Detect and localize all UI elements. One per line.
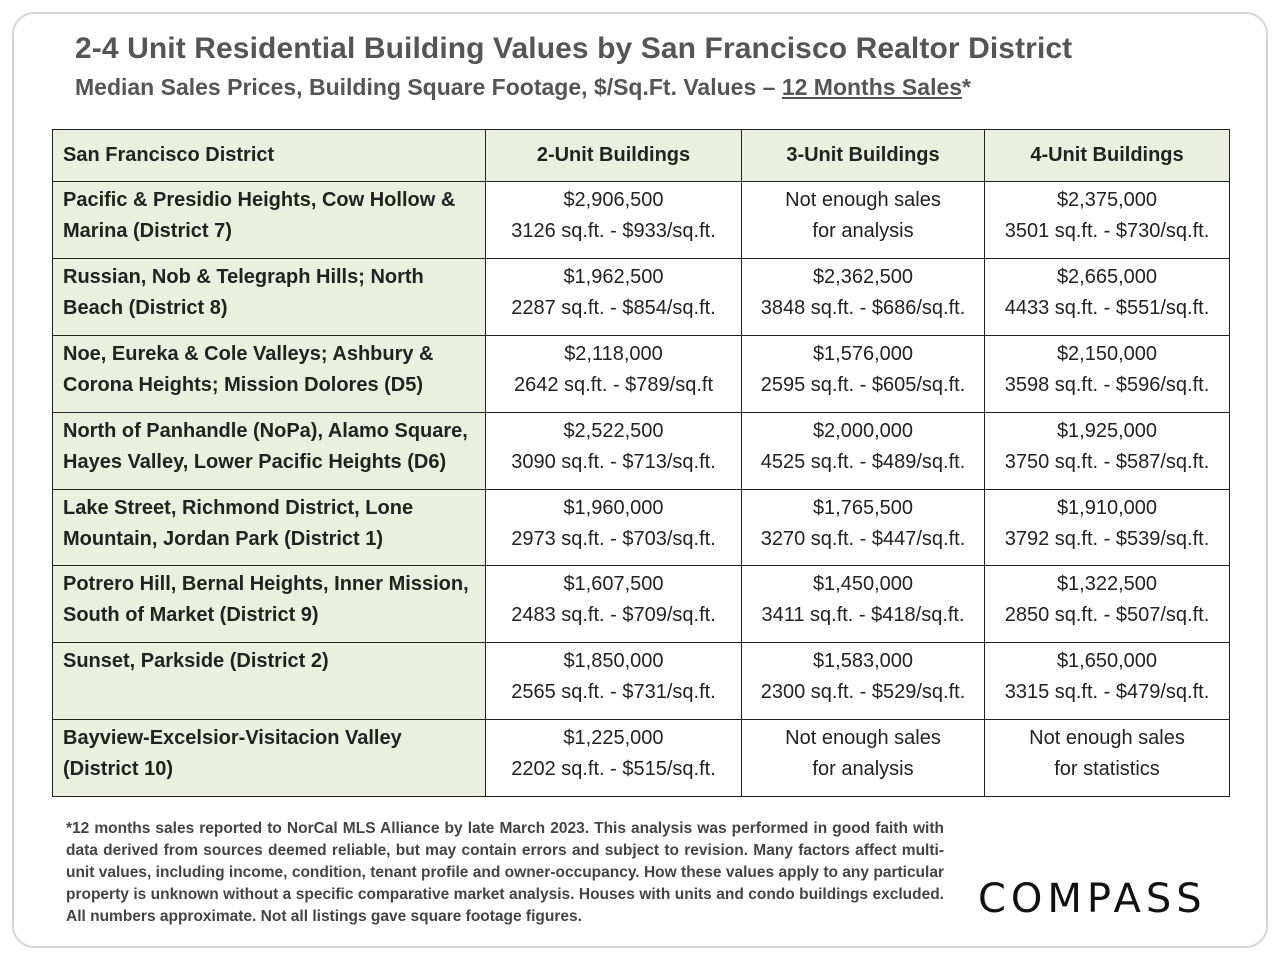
value-cell — [985, 335, 1230, 412]
price-line: $1,650,000 — [1056, 650, 1158, 673]
price-line: $1,225,000 — [563, 727, 664, 750]
detail-line: 2483 sq.ft. - $709/sq.ft. — [511, 604, 716, 627]
subtitle-prefix: Median Sales Prices, Building Square Footage, $/Sq.Ft. Values – — [75, 74, 782, 100]
value-cell — [742, 720, 985, 797]
price-line: $2,375,000 — [1056, 189, 1158, 211]
header-4-unit: 4-Unit Buildings — [985, 130, 1230, 182]
district-name-cell: Pacific & Presidio Heights, Cow Hollow & Marina (District 7) — [53, 182, 486, 259]
detail-line: for analysis — [812, 220, 914, 242]
value-cell — [742, 489, 985, 566]
detail-line: 2595 sq.ft. - $605/sq.ft. — [760, 373, 966, 396]
value-cell — [486, 182, 742, 259]
value-cell — [742, 335, 985, 412]
detail-line: 2850 sq.ft. - $507/sq.ft. — [1004, 604, 1210, 627]
table-row — [53, 412, 1230, 489]
value-cell — [985, 412, 1230, 489]
district-name-cell: Potrero Hill, Bernal Heights, Inner Mission, South of Market (District 9) — [53, 566, 486, 643]
value-cell — [742, 258, 985, 335]
value-cell — [486, 566, 742, 643]
value-cell — [742, 182, 985, 259]
value-cell — [985, 182, 1230, 259]
header-district: San Francisco District — [53, 130, 486, 182]
detail-line: for analysis — [812, 758, 914, 781]
value-cell — [985, 566, 1230, 643]
page-title: 2-4 Unit Residential Building Values by San Francisco Realtor District — [75, 32, 1073, 65]
subtitle-suffix: * — [962, 74, 971, 100]
price-line: $1,583,000 — [812, 650, 914, 673]
page-subtitle — [75, 74, 971, 101]
value-cell — [486, 335, 742, 412]
price-line: $1,765,500 — [812, 496, 914, 519]
detail-line: 2973 sq.ft. - $703/sq.ft. — [511, 527, 716, 550]
detail-line: 3598 sq.ft. - $596/sq.ft. — [1004, 373, 1210, 396]
price-line: $1,576,000 — [812, 342, 914, 365]
price-line: $1,450,000 — [812, 573, 914, 596]
detail-line: 2287 sq.ft. - $854/sq.ft. — [511, 296, 716, 319]
detail-line: 2642 sq.ft. - $789/sq.ft — [513, 373, 713, 396]
detail-line: 3090 sq.ft. - $713/sq.ft. — [511, 450, 716, 473]
detail-line: 3411 sq.ft. - $418/sq.ft. — [761, 604, 965, 627]
subtitle-underlined: 12 Months Sales — [781, 74, 963, 100]
header-3-unit: 3-Unit Buildings — [742, 130, 985, 182]
price-line: $2,362,500 — [812, 265, 914, 288]
detail-line: 3792 sq.ft. - $539/sq.ft. — [1004, 527, 1210, 550]
table-header-row — [53, 130, 1230, 182]
price-line: $2,906,500 — [563, 189, 664, 211]
detail-line: 3501 sq.ft. - $730/sq.ft. — [1004, 220, 1210, 242]
footnote: *12 months sales reported to NorCal MLS Alliance by late March 2023. This analysis was performed in good faith with data derived from sources deemed reliable, but may contain errors and subject to revision. Many factors affect multi-unit values, including income, condition, tenant profile and owner-occupancy. How these values apply to any particular property is unknown without a specific comparative market analysis. Houses with units and condo buildings excluded. All numbers approximate. Not all listings gave square footage figures. — [66, 820, 944, 925]
district-name-cell: Lake Street, Richmond District, Lone Mountain, Jordan Park (District 1) — [53, 489, 486, 566]
price-line: $1,322,500 — [1056, 573, 1158, 596]
detail-line: 2300 sq.ft. - $529/sq.ft. — [760, 681, 966, 704]
compass-logo: COMPASS — [978, 876, 1207, 922]
price-line: $2,150,000 — [1056, 342, 1158, 365]
price-line: $1,962,500 — [563, 265, 664, 288]
table-row — [53, 720, 1230, 797]
detail-line: 3750 sq.ft. - $587/sq.ft. — [1004, 450, 1210, 473]
detail-line: 2202 sq.ft. - $515/sq.ft. — [511, 758, 716, 781]
price-line: $2,000,000 — [812, 419, 914, 442]
price-line: Not enough sales — [785, 189, 941, 211]
value-cell — [985, 258, 1230, 335]
detail-line: 4433 sq.ft. - $551/sq.ft. — [1004, 296, 1210, 319]
value-cell — [486, 412, 742, 489]
price-line: $1,960,000 — [563, 496, 664, 519]
detail-line: 3126 sq.ft. - $933/sq.ft. — [511, 220, 716, 242]
value-cell — [486, 720, 742, 797]
value-cell — [742, 643, 985, 720]
value-cell — [985, 643, 1230, 720]
district-name-cell: Noe, Eureka & Cole Valleys; Ashbury & Corona Heights; Mission Dolores (D5) — [53, 335, 486, 412]
detail-line: 4525 sq.ft. - $489/sq.ft. — [760, 450, 966, 473]
value-cell — [486, 489, 742, 566]
value-cell — [742, 566, 985, 643]
value-cell — [742, 412, 985, 489]
district-name-cell: Russian, Nob & Telegraph Hills; North Beach (District 8) — [53, 258, 486, 335]
table-row — [53, 335, 1230, 412]
value-cell — [985, 720, 1230, 797]
table-row — [53, 643, 1230, 720]
table-body — [53, 182, 1230, 797]
price-line: $1,607,500 — [563, 573, 664, 596]
header-2-unit: 2-Unit Buildings — [486, 130, 742, 182]
detail-line: 2565 sq.ft. - $731/sq.ft. — [511, 681, 716, 704]
price-line: $2,665,000 — [1056, 265, 1158, 288]
detail-line: 3315 sq.ft. - $479/sq.ft. — [1004, 681, 1210, 704]
table-row — [53, 566, 1230, 643]
detail-line: 3848 sq.ft. - $686/sq.ft. — [760, 296, 966, 319]
price-line: $1,925,000 — [1056, 419, 1158, 442]
table-row — [53, 182, 1230, 259]
district-name-cell: Bayview-Excelsior-Visitacion Valley (District 10) — [53, 720, 486, 797]
value-cell — [486, 258, 742, 335]
price-line: $2,118,000 — [564, 342, 663, 365]
district-values-table — [52, 129, 1230, 797]
district-name-cell: Sunset, Parkside (District 2) — [53, 643, 486, 720]
value-cell — [985, 489, 1230, 566]
price-line: $1,850,000 — [563, 650, 664, 673]
detail-line: 3270 sq.ft. - $447/sq.ft. — [760, 527, 966, 550]
table-row — [53, 489, 1230, 566]
district-name-cell: North of Panhandle (NoPa), Alamo Square, Hayes Valley, Lower Pacific Heights (D6) — [53, 412, 486, 489]
price-line: Not enough sales — [785, 727, 941, 750]
price-line: $1,910,000 — [1056, 496, 1158, 519]
table-row — [53, 258, 1230, 335]
price-line: $2,522,500 — [563, 419, 664, 442]
detail-line: for statistics — [1054, 758, 1160, 781]
price-line: Not enough sales — [1029, 727, 1185, 750]
value-cell — [486, 643, 742, 720]
